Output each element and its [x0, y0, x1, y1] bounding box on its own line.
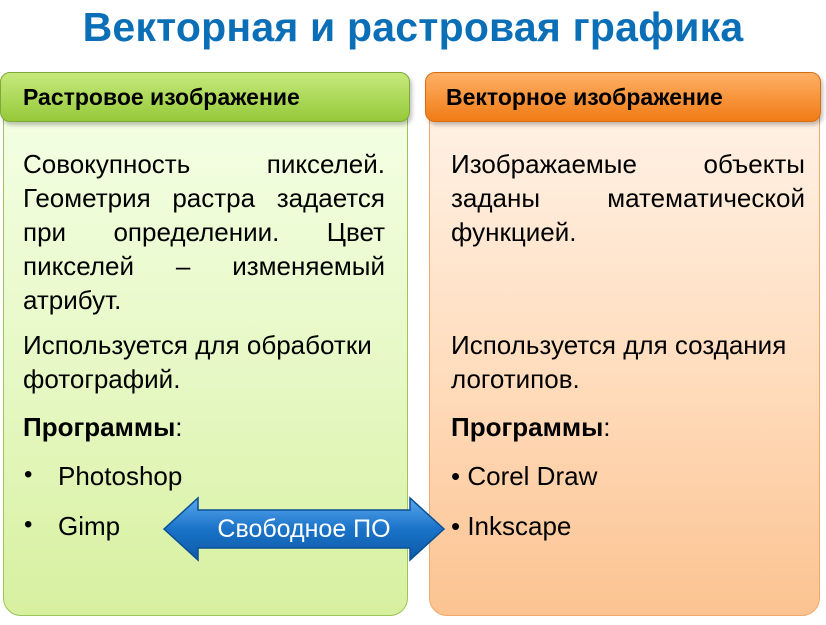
- bullet-icon: •: [24, 511, 33, 538]
- raster-program-item: Gimp: [58, 511, 121, 541]
- page-title: Векторная и растровая графика: [82, 4, 744, 50]
- vector-program-item: • Corel Draw: [451, 461, 598, 491]
- vector-programs-heading: [451, 410, 611, 444]
- free-software-label: Свободное ПО: [217, 515, 391, 543]
- vector-programs-colon: :: [603, 412, 611, 442]
- vector-usage: Используется для создания логотипов.: [451, 330, 787, 394]
- vector-header: Векторное изображение: [425, 72, 821, 122]
- bullet-icon: •: [24, 461, 33, 488]
- raster-programs-heading: [23, 410, 183, 444]
- vector-program-item: • Inkscape: [451, 511, 572, 541]
- raster-header: Растровое изображение: [0, 72, 410, 122]
- raster-program-item: Photoshop: [58, 461, 183, 491]
- raster-programs-colon: :: [175, 412, 183, 442]
- raster-programs-label: Программы: [23, 412, 176, 442]
- raster-definition: Совокупность пикселей. Геометрия растра задается при определении. Цвет пикселей – изменяемый атрибут.: [23, 149, 385, 315]
- vector-programs-label: Программы: [451, 412, 604, 442]
- vector-definition: Изображаемые объекты заданы математической функцией.: [451, 149, 805, 247]
- raster-usage: Используется для обработки фотографий.: [23, 330, 372, 394]
